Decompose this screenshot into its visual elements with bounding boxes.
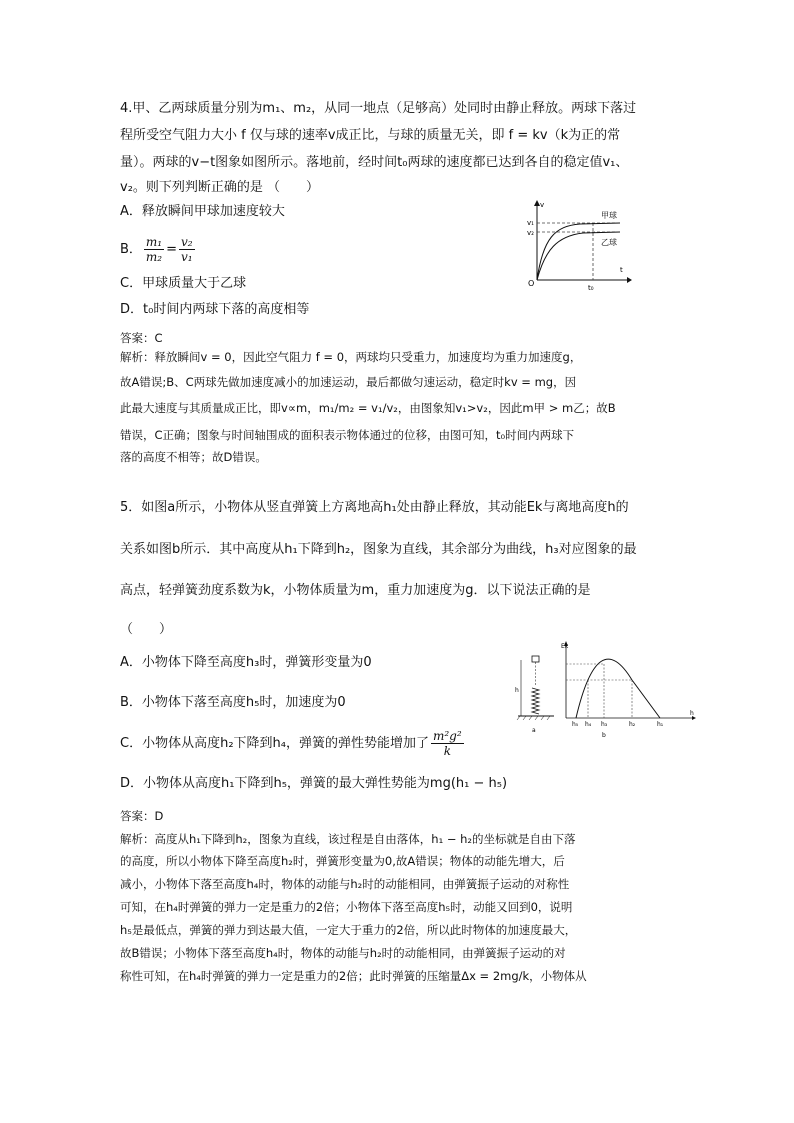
q4-vt-graph (525, 198, 635, 294)
q4-analysis-line-2: 故A错误;B、C两球先做加速度减小的加速运动，最后都做匀速运动，稳定时kv = mg，因 (120, 375, 577, 389)
q5-stem-line-4: （ ） (120, 622, 173, 637)
q4-answer: 答案：C (120, 331, 163, 345)
q5-a-label: a (532, 727, 536, 734)
q4-option-b-frac-left: $\frac{\text{m₁}}{\text{m₂}}$ (145, 235, 163, 264)
q4-stem-line-4: v₂。则下列判断正确的是 （ ） (120, 180, 320, 195)
q5-stem-line-1: 5．如图a所示，小物体从竖直弹簧上方离地高h₁处由静止释放，其动能Ek与离地高度h的 (120, 500, 629, 515)
q5-option-a: A．小物体下降至高度h₃时，弹簧形变量为0 (120, 655, 372, 670)
q4-stem-line-2: 程所受空气阻力大小 f 仅与球的速率v成正比，与球的质量无关，即 f = kv（k为正的常 (120, 128, 621, 143)
q4-t0-label: t₀ (588, 284, 594, 292)
q4-option-b-frac-right: $\frac{\text{v₂}}{\text{v₁}}$ (181, 235, 193, 264)
q5-analysis-line-7: 称性可知，在h₄时弹簧的弹力一定是重力的2倍；此时弹簧的压缩量Δx = 2mg/k，小物体从 (120, 969, 587, 983)
q4-v2-label: v₂ (527, 229, 534, 237)
q4-analysis-line-1: 解析：释放瞬间v = 0，因此空气阻力 f = 0，两球均只受重力，加速度均为重力加速度g， (120, 350, 582, 364)
q5-block (532, 656, 539, 662)
q4-option-d: D．t₀时间内两球下落的高度相等 (120, 302, 310, 317)
q5-h-label: h (515, 687, 519, 694)
q5-analysis-line-6: 故B错误；小物体下落至高度h₄时，物体的动能与h₂时的动能相同，由弹簧振子运动的对 (120, 946, 566, 960)
q4-t-label: t (620, 266, 623, 274)
q5-figure-a (512, 652, 562, 736)
q4-analysis-line-5: 落的高度不相等；故D错误。 (120, 450, 267, 464)
q5-analysis-line-5: h₅是最低点，弹簧的弹力到达最大值，一定大于重力的2倍，所以此时物体的加速度最大， (120, 923, 577, 937)
q5-h3-label: h₃ (601, 721, 608, 728)
q5-answer: 答案：D (120, 809, 164, 823)
q5-ek-label: Ek (561, 643, 569, 650)
q5-spring (532, 688, 539, 714)
q5-analysis-line-4: 可知，在h₄时弹簧的弹力一定是重力的2倍；小物体下落至高度h₅时，动能又回到0，说明 (120, 900, 573, 914)
q5-option-d: D．小物体从高度h₁下降到h₅，弹簧的最大弹性势能为mg(h₁ − h₅) (120, 776, 508, 791)
q4-stem-line-3: 量）。两球的v−t图象如图所示。落地前，经时间t₀两球的速度都已达到各自的稳定值v₁、 (120, 155, 629, 170)
q4-t-axis-arrow (627, 277, 632, 283)
q5-stem-line-2: 关系如图b所示．其中高度从h₁下降到h₂，图象为直线，其余部分为曲线，h₃对应图象的最 (120, 542, 637, 557)
q4-jia-label: 甲球 (601, 211, 617, 220)
q5-stem-line-3: 高点，轻弹簧劲度系数为k，小物体质量为m，重力加速度为g．以下说法正确的是 (120, 583, 591, 598)
q4-yi-label: 乙球 (601, 238, 617, 247)
q5-analysis-line-2: 的高度，所以小物体下降至高度h₂时，弹簧形变量为0,故A错误；物体的动能先增大，后 (120, 854, 565, 868)
q5-option-c-frac: $\frac{\text{m²g²}}{k}$ (432, 729, 462, 758)
q4-v1-label: v₁ (527, 219, 534, 227)
q5-b-label: b (602, 732, 606, 739)
q5-h-axis-label: h (690, 710, 694, 717)
q4-v-label: v (540, 201, 545, 209)
q5-h2-label: h₂ (629, 721, 636, 728)
q4-option-a: A．释放瞬间甲球加速度较大 (120, 204, 285, 219)
q4-origin-label: O (528, 279, 535, 288)
q5-h1-label: h₁ (657, 721, 664, 728)
q4-option-b: B． $\frac{\text{m₁}}{\text{m₂}}$ = $\frac{\text{v₂}}{\text{v₁}}$ (120, 235, 193, 264)
q5-option-c: C．小物体从高度h₂下降到h₄，弹簧的弹性势能增加了 $\frac{\text{m²g²}}{k}$ (120, 729, 462, 758)
q4-analysis-line-3: 此最大速度与其质量成正比，即v∝m，m₁/m₂ = v₁/v₂，由图象知v₁>v₂，因此m甲 > m乙；故B (120, 401, 616, 415)
q5-ek-curve (576, 659, 660, 718)
q5-h4-label: h₄ (585, 721, 592, 728)
q5-analysis-line-1: 解析：高度从h₁下降到h₂，图象为直线，该过程是自由落体，h₁ − h₂的坐标就是自由下落 (120, 832, 576, 846)
q5-option-b: B．小物体下落至高度h₅时，加速度为0 (120, 695, 346, 710)
q5-h5-label: h₅ (572, 721, 579, 728)
q5-figure-b (558, 638, 700, 740)
q5-analysis-line-3: 减小，小物体下落至高度h₄时，物体的动能与h₂时的动能相同，由弹簧振子运动的对称性 (120, 877, 570, 891)
q4-option-c: C．甲球质量大于乙球 (120, 276, 247, 291)
q4-stem-line-1: 4.甲、乙两球质量分别为m₁、m₂，从同一地点（足够高）处同时由静止释放。两球下落过 (120, 101, 637, 116)
q4-analysis-line-4: 错误，C正确；图象与时间轴围成的面积表示物体通过的位移，由图可知，t₀时间内两球下 (120, 428, 575, 442)
